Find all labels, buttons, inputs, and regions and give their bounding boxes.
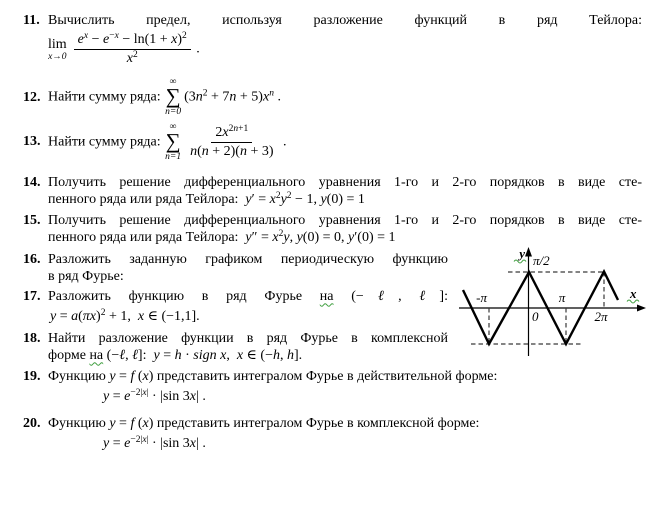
fraction-numerator xyxy=(211,125,252,143)
problem-number: 19. xyxy=(23,368,41,384)
superscript xyxy=(229,124,249,134)
problem-15 xyxy=(23,212,642,246)
text-run: (− xyxy=(103,347,120,363)
text-run: Получить решение дифференциального уравнения 1-го и 2-го порядков в виде сте- xyxy=(48,212,642,228)
sum-operator xyxy=(165,122,181,163)
text-run: 2 xyxy=(278,228,284,239)
math-italic-run: x xyxy=(236,347,244,363)
math-italic-run: n xyxy=(239,143,247,159)
math-italic-run: e xyxy=(103,32,110,47)
fraction-numerator xyxy=(74,32,191,50)
text-run: = xyxy=(109,388,125,404)
problem-13 xyxy=(23,122,642,163)
formula-line xyxy=(48,385,642,407)
superscript xyxy=(130,435,148,445)
sum-upper-limit: ∞ xyxy=(169,77,177,87)
text-run: 2 xyxy=(286,190,292,201)
math-italic-run: e xyxy=(124,435,131,451)
text-run: . xyxy=(279,134,287,150)
math-italic-run: n xyxy=(269,88,274,99)
text-run: | xyxy=(146,387,149,398)
text-run: ) xyxy=(177,32,183,47)
problems-list xyxy=(23,12,642,454)
problem-number: 13. xyxy=(23,134,41,150)
text-run: в ряд Фурье: xyxy=(48,268,124,284)
problem-line xyxy=(23,285,642,305)
limit-subscript: x→0 xyxy=(48,51,67,62)
problem-11 xyxy=(23,12,642,69)
problem-12 xyxy=(23,77,642,118)
math-italic-run: sign x xyxy=(193,347,227,363)
fraction-denominator xyxy=(123,50,142,67)
math-italic-run: ℓ xyxy=(132,347,138,363)
math-italic-run: y xyxy=(283,229,290,245)
figure-label-minus-pi: -π xyxy=(476,289,487,305)
problem-14 xyxy=(23,174,642,208)
text-run: · |sin 3 xyxy=(148,435,190,451)
text-run: ( xyxy=(197,143,202,159)
math-italic-run: x xyxy=(126,51,133,66)
text-run: , xyxy=(125,347,133,363)
math-italic-run: n xyxy=(229,89,237,105)
figure-label-two-pi: 2π xyxy=(594,308,608,324)
text-run: −2| xyxy=(130,387,143,398)
superscript xyxy=(133,50,138,60)
superscript xyxy=(109,31,119,41)
sum-operator xyxy=(165,77,181,118)
text-run: = xyxy=(159,347,175,363)
text-run: 2 xyxy=(100,307,106,318)
text-run: −2| xyxy=(130,434,143,445)
text-run: пенного ряда или ряда Тейлора: xyxy=(48,191,246,207)
text-run: = xyxy=(109,435,125,451)
text-run: | . xyxy=(196,388,206,404)
text-run: ∈ (−1,1]. xyxy=(144,308,200,324)
text-run: | . xyxy=(196,435,206,451)
text-run: (0) = 0, xyxy=(302,229,349,245)
problem-line xyxy=(23,121,642,163)
superscript xyxy=(130,388,148,398)
text-run: ) xyxy=(96,308,101,324)
problem-line xyxy=(23,12,642,29)
text-run: ]: xyxy=(137,347,154,363)
limit-word: lim xyxy=(48,36,67,52)
math-italic-run: y xyxy=(50,308,57,324)
text-run: 2 xyxy=(182,31,187,41)
spellcheck-wavy-word: на xyxy=(89,347,104,363)
math-italic-run: y xyxy=(103,435,110,451)
text-run: ( xyxy=(134,368,143,384)
sigma-icon: ∑ xyxy=(165,84,181,109)
text-run: 2 xyxy=(275,190,281,201)
text-run: Разложить функцию в ряд Фурье xyxy=(48,288,320,304)
text-run: , xyxy=(398,288,420,304)
text-run: = xyxy=(115,368,131,384)
math-italic-run: x xyxy=(83,31,89,41)
math-italic-run: x xyxy=(272,229,279,245)
math-italic-run: x xyxy=(142,387,147,398)
text-run: ) представить интегралом Фурье в комплексной форме: xyxy=(148,415,480,431)
math-italic-run: f xyxy=(130,415,135,431)
math-italic-run: x xyxy=(189,388,197,404)
math-italic-run: x xyxy=(137,308,145,324)
math-italic-run: x xyxy=(262,89,270,105)
math-italic-run: x xyxy=(142,368,149,384)
text-run: · |sin 3 xyxy=(148,388,190,404)
text-run: 2 xyxy=(215,124,223,140)
problem-line xyxy=(23,212,642,229)
math-italic-run: y xyxy=(245,191,252,207)
fraction-denominator xyxy=(186,143,277,160)
problem-19 xyxy=(23,368,642,407)
problem-line xyxy=(23,174,642,191)
text-run: + 3) xyxy=(246,143,274,159)
text-run: + 7 xyxy=(207,89,230,105)
math-italic-run: n xyxy=(233,123,239,134)
text-run: ( xyxy=(134,415,143,431)
text-run: , xyxy=(289,229,297,245)
y-axis-arrow-icon xyxy=(525,247,532,257)
math-italic-run: a xyxy=(71,308,79,324)
math-italic-run: e xyxy=(124,388,131,404)
problem-line xyxy=(48,191,642,208)
math-italic-run: h xyxy=(272,347,280,363)
text-run: Функцию xyxy=(48,415,110,431)
superscript xyxy=(182,31,187,41)
sum-upper-limit: ∞ xyxy=(169,121,177,132)
text-run: (0) = 1 xyxy=(326,191,365,207)
text-run: , xyxy=(226,347,237,363)
text-run: (3 xyxy=(184,89,196,105)
text-run: 2 xyxy=(228,123,234,134)
problem-line xyxy=(23,330,642,347)
problem-20 xyxy=(23,415,642,454)
math-italic-run: ℓ xyxy=(419,288,440,304)
text-run: + 5) xyxy=(236,89,263,105)
text-run: − ln(1 + xyxy=(118,32,172,47)
problem-17 xyxy=(23,285,642,327)
math-italic-run: n xyxy=(195,89,203,105)
text-run: ′ = xyxy=(251,191,270,207)
math-italic-run: h xyxy=(174,347,182,363)
text-run: · xyxy=(181,347,194,363)
problem-line xyxy=(23,368,642,385)
text-run: Разложить заданную графиком периодическую функцию xyxy=(48,251,448,267)
problem-number: 16. xyxy=(23,251,41,267)
limit-operator xyxy=(48,37,67,63)
math-italic-run: x xyxy=(114,31,119,41)
text-run: Функцию xyxy=(48,368,110,384)
math-italic-run: n xyxy=(190,143,198,159)
math-italic-run: x xyxy=(189,435,197,451)
math-italic-run: x xyxy=(142,434,147,445)
problem-18 xyxy=(23,330,642,364)
text-run: + 2)( xyxy=(208,143,240,159)
figure-label-x: x xyxy=(630,285,637,301)
math-italic-run: y xyxy=(109,368,116,384)
problem-number: 12. xyxy=(23,89,41,105)
math-italic-run: e xyxy=(77,32,84,47)
text-run: − 1, xyxy=(291,191,321,207)
problem-number: 18. xyxy=(23,330,41,346)
math-italic-run: πx xyxy=(82,308,97,324)
math-italic-run: ℓ xyxy=(363,288,399,304)
problem-number: 11. xyxy=(23,13,40,28)
text-run: 2 xyxy=(132,50,138,60)
math-italic-run: y xyxy=(245,229,252,245)
figure-label-y: y xyxy=(519,245,525,261)
text-run: Найти разложение функции в ряд Фурье в комплексной xyxy=(48,330,448,346)
problem-line xyxy=(48,347,642,364)
sum-lower-limit: n=0 xyxy=(165,107,182,118)
math-italic-run: f xyxy=(130,368,135,384)
math-italic-run: y xyxy=(348,229,355,245)
text-run: форме xyxy=(48,347,90,363)
figure-label-pi-half: π/2 xyxy=(533,252,550,268)
math-italic-run: y xyxy=(320,191,327,207)
text-run: = xyxy=(115,415,131,431)
text-run: , xyxy=(279,347,287,363)
formula-line xyxy=(48,305,642,327)
problem-number: 14. xyxy=(23,174,41,190)
problem-number: 20. xyxy=(23,415,41,431)
text-run: − xyxy=(88,32,104,47)
text-run: = xyxy=(56,308,72,324)
text-run: − xyxy=(109,31,115,41)
problem-number: 15. xyxy=(23,212,41,228)
formula-line xyxy=(48,432,642,454)
text-run: | xyxy=(146,434,149,445)
math-italic-run: y xyxy=(280,191,287,207)
text-run: Вычислить предел, используя разложение функций в ряд Тейлора: xyxy=(48,13,642,28)
sum-lower-limit: n=1 xyxy=(165,152,182,163)
text-run: . xyxy=(273,89,281,105)
math-italic-run: y xyxy=(296,229,303,245)
problem-line xyxy=(23,415,642,432)
text-run: 2 xyxy=(202,88,208,99)
math-italic-run: x xyxy=(222,124,229,140)
text-run: пенного ряда или ряда Тейлора: xyxy=(48,229,246,245)
text-run: ]. xyxy=(293,347,303,363)
text-run: + 1, xyxy=(105,308,138,324)
text-run: ( xyxy=(78,308,83,324)
text-run: ) представить интегралом Фурье в действительной форме: xyxy=(148,368,498,384)
fraction xyxy=(74,32,191,67)
text-run: . xyxy=(192,41,200,57)
sigma-icon: ∑ xyxy=(165,129,181,154)
figure-label-zero: 0 xyxy=(532,308,539,324)
text-run: ]: xyxy=(439,288,448,304)
text-run: ∈ (− xyxy=(243,347,273,363)
math-italic-run: n xyxy=(201,143,209,159)
math-italic-run: x xyxy=(269,191,276,207)
text-run: ″ = xyxy=(251,229,273,245)
text-run: Найти сумму ряда: xyxy=(48,89,165,105)
math-italic-run: y xyxy=(103,388,110,404)
problem-line xyxy=(23,77,642,118)
text-run: Найти сумму ряда: xyxy=(48,134,165,150)
fraction xyxy=(186,125,277,160)
text-run: Получить решение дифференциального уравнения 1-го и 2-го порядков в виде сте- xyxy=(48,174,642,190)
figure-label-pi: π xyxy=(558,289,566,305)
text-run: +1 xyxy=(238,123,249,134)
problem-line xyxy=(48,229,642,246)
text-run: (− xyxy=(333,288,364,304)
math-italic-run: h xyxy=(286,347,294,363)
formula-line xyxy=(48,29,642,69)
math-italic-run: x xyxy=(142,415,149,431)
spellcheck-wavy-word: на xyxy=(319,288,334,304)
problem-number: 17. xyxy=(23,288,41,304)
math-italic-run: ℓ xyxy=(119,347,126,363)
math-italic-run: y xyxy=(153,347,160,363)
text-run: ′(0) = 1 xyxy=(354,229,396,245)
math-italic-run: x xyxy=(171,32,178,47)
math-italic-run: y xyxy=(109,415,116,431)
